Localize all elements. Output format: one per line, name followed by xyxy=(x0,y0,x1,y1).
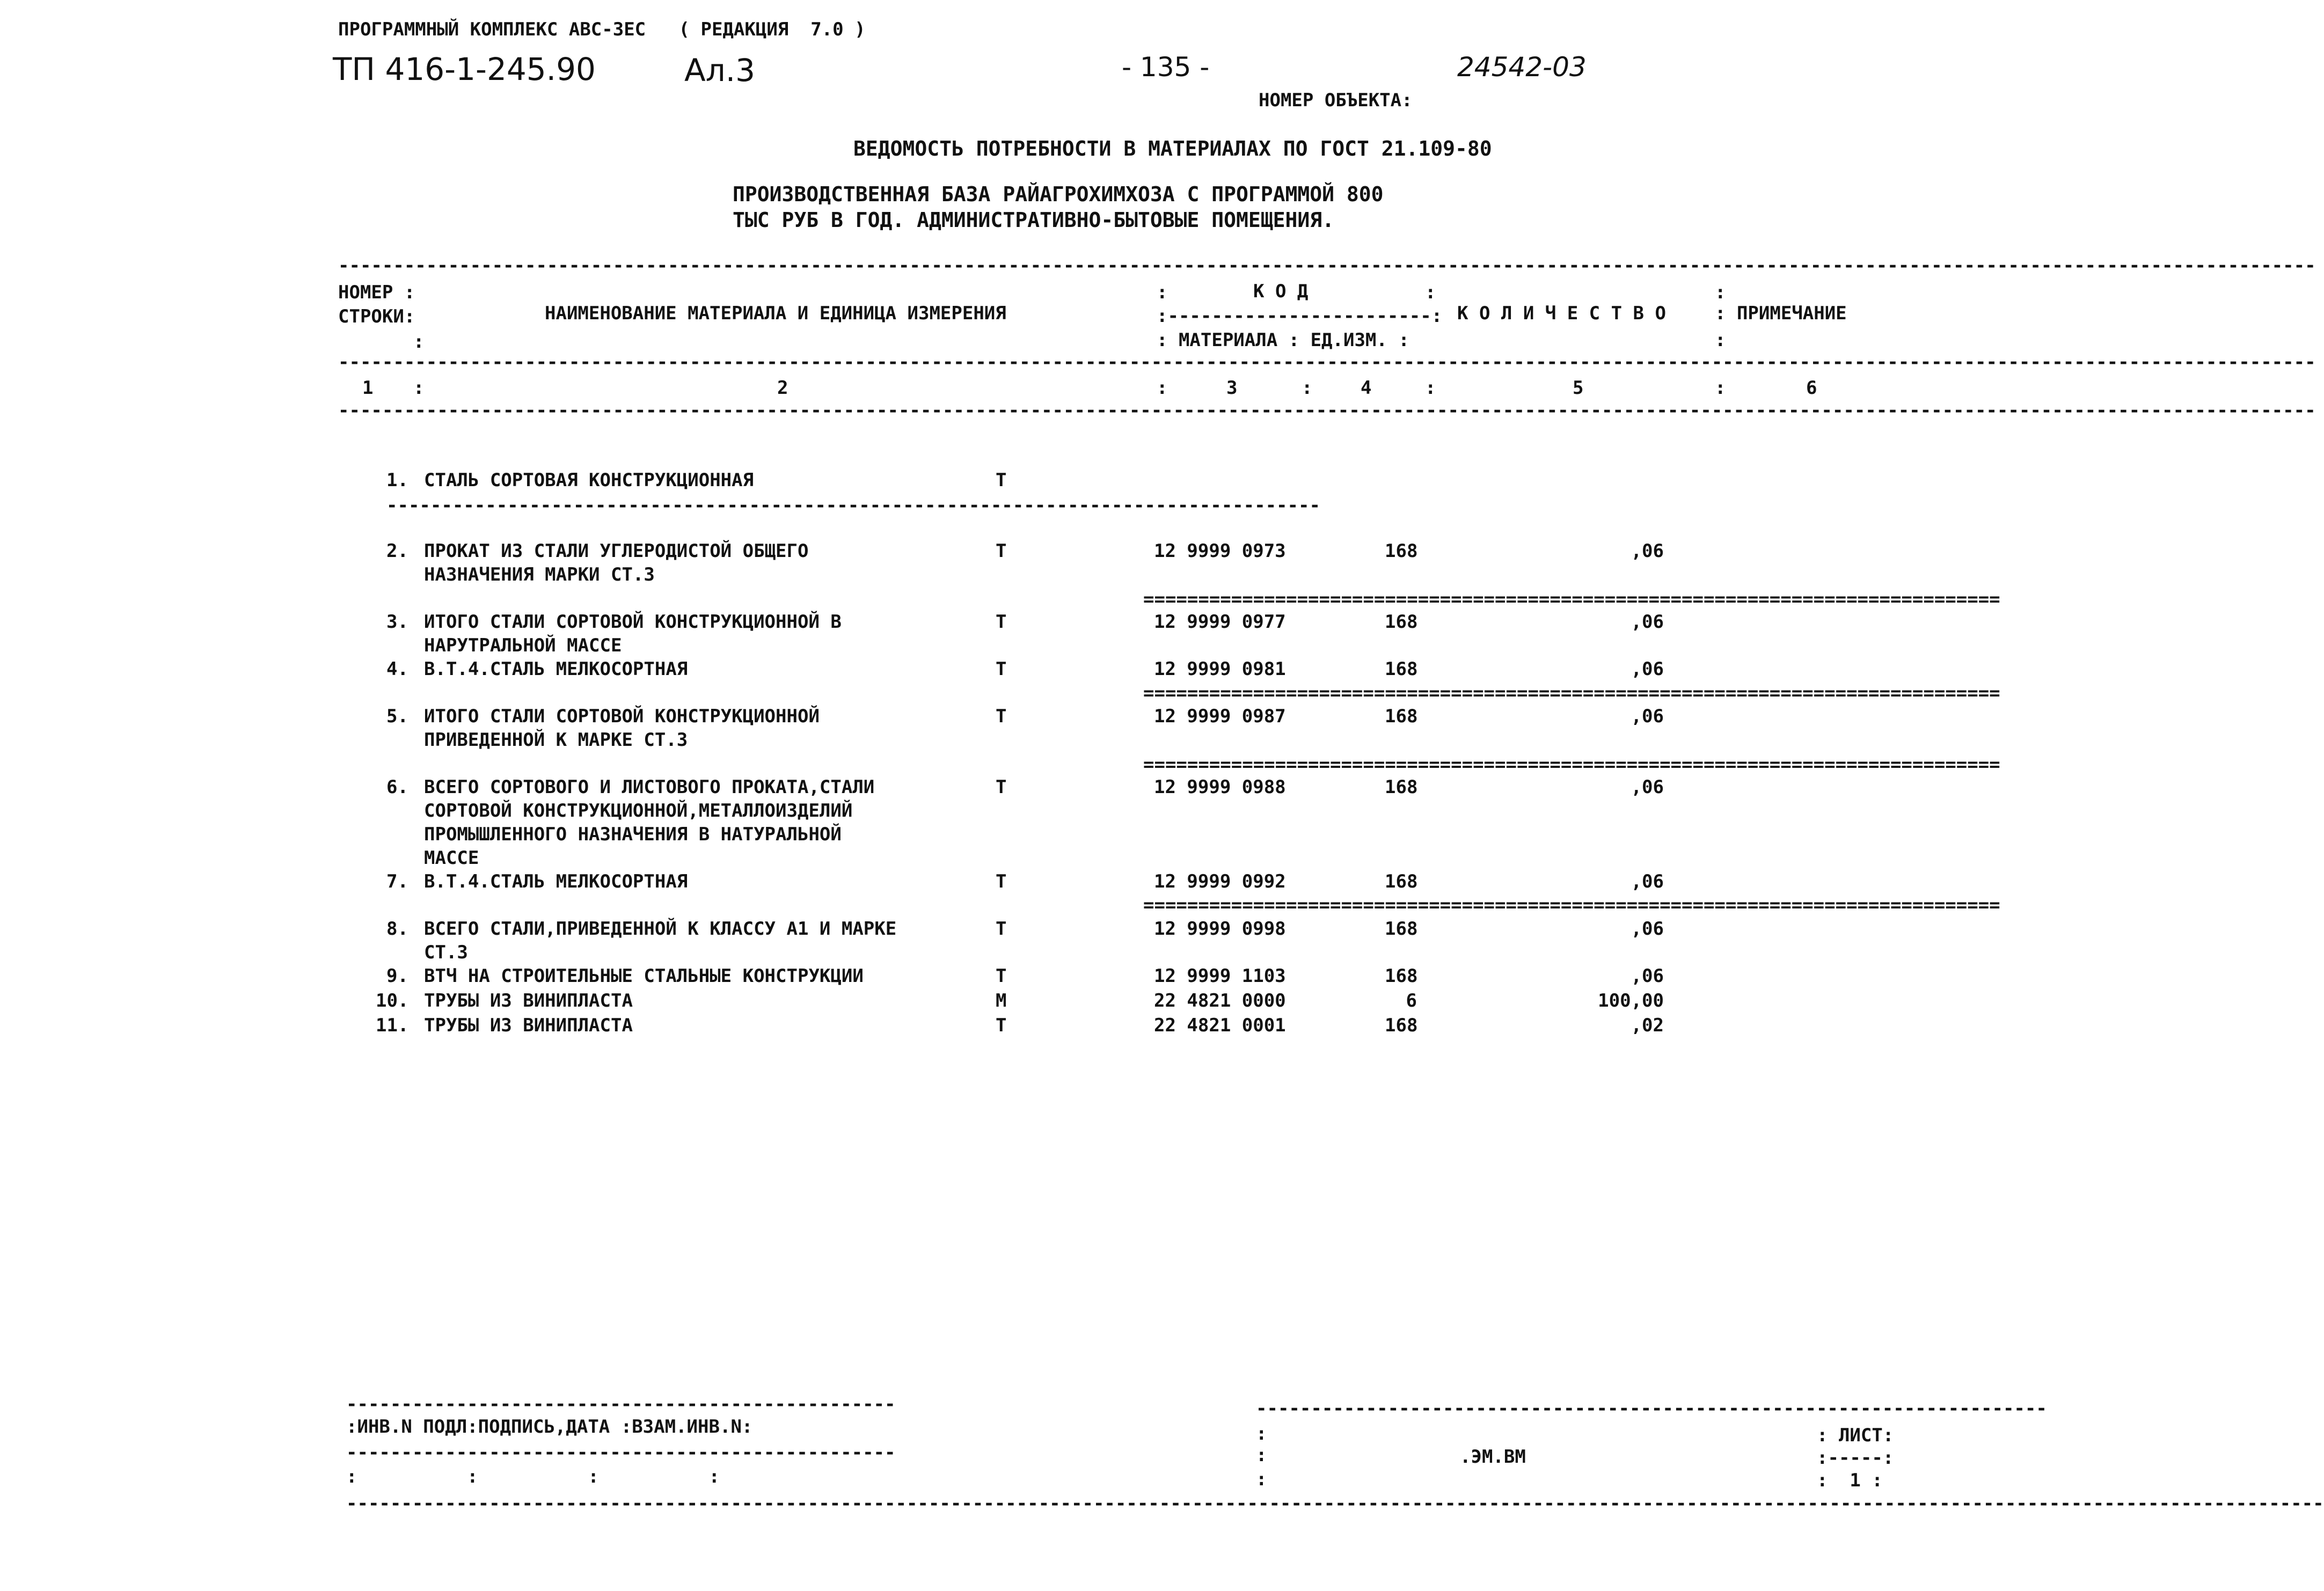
material-code: 22 4821 0000 xyxy=(1154,990,1286,1011)
column-numbers-rule: ------------------------------------------------------------------------------------------------------------------------------------------------------------------------------------ xyxy=(338,400,2316,421)
unit-code: 168 xyxy=(1385,1015,1418,1036)
material-code: 12 9999 0973 xyxy=(1154,540,1286,562)
material-code: 12 9999 1103 xyxy=(1154,965,1286,987)
sheet-separator: :-----: xyxy=(1817,1447,1894,1469)
handwritten-number: 24542-03 xyxy=(1457,52,1587,83)
material-name-line: ВТЧ НА СТРОИТЕЛЬНЫЕ СТАЛЬНЫЕ КОНСТРУКЦИИ xyxy=(424,965,864,987)
stamp-center-code: .ЭМ.ВМ xyxy=(1460,1446,1526,1468)
stamp-bottom-rule: ------------------------------------------------------------------------------------------------------------------------------------------------------------------------------------ xyxy=(346,1493,2324,1514)
material-name-line: ИТОГО СТАЛИ СОРТОВОЙ КОНСТРУКЦИОННОЙ xyxy=(424,706,820,727)
unit-code: 168 xyxy=(1385,965,1418,987)
material-name-line: МАССЕ xyxy=(424,847,479,869)
header-code: К О Д xyxy=(1253,281,1309,302)
header-code-colon-b: : xyxy=(1425,282,1436,303)
column-number-6: 6 xyxy=(1806,377,1817,399)
row-number: 3. xyxy=(386,611,408,633)
unit-code: 168 xyxy=(1385,611,1418,633)
object-number-label: НОМЕР ОБЪЕКТА: xyxy=(1259,90,1413,111)
column-sep: : xyxy=(1715,377,1726,399)
material-code: 12 9999 0977 xyxy=(1154,611,1286,633)
material-code: 22 4821 0001 xyxy=(1154,1015,1286,1036)
material-name-line: ПРОМЫШЛЕННОГО НАЗНАЧЕНИЯ В НАТУРАЛЬНОЙ xyxy=(424,824,842,845)
column-number-5: 5 xyxy=(1573,377,1584,399)
sheet-label: : ЛИСТ: xyxy=(1817,1425,1894,1446)
unit-code: 168 xyxy=(1385,658,1418,680)
unit-of-measure: Т xyxy=(996,706,1007,727)
unit-code: 168 xyxy=(1385,871,1418,892)
unit-code: 168 xyxy=(1385,918,1418,940)
header-quantity: К О Л И Ч Е С Т В О xyxy=(1457,303,1666,324)
quantity-value: ,06 xyxy=(1631,776,1664,798)
material-name-line: В.Т.4.СТАЛЬ МЕЛКОСОРТНАЯ xyxy=(424,658,688,680)
column-number-4: 4 xyxy=(1361,377,1372,399)
column-sep: : xyxy=(1302,377,1313,399)
material-code: 12 9999 0987 xyxy=(1154,706,1286,727)
row-number: 6. xyxy=(386,776,408,798)
stamp-right-colon: : xyxy=(1256,1423,1267,1445)
column-number-3: 3 xyxy=(1226,377,1238,399)
sheet-number: : 1 : xyxy=(1817,1470,1883,1491)
unit-code: 6 xyxy=(1406,990,1417,1011)
material-code: 12 9999 0981 xyxy=(1154,658,1286,680)
header-note: : ПРИМЕЧАНИЕ xyxy=(1715,303,1847,324)
column-sep: : xyxy=(413,377,425,399)
material-name-line: СТ.3 xyxy=(424,942,468,963)
quantity-value: 100,00 xyxy=(1598,990,1664,1011)
quantity-value: ,06 xyxy=(1631,540,1664,562)
header-code-divider: :------------------------: xyxy=(1157,305,1443,327)
subtotal-separator: ============================================================================== xyxy=(1143,754,2000,775)
header-code-subcolumns: : МАТЕРИАЛА : ЕД.ИЗМ. : xyxy=(1157,329,1409,351)
header-row-no-1: НОМЕР : xyxy=(338,282,415,303)
unit-of-measure: Т xyxy=(996,871,1007,892)
unit-of-measure: Т xyxy=(996,965,1007,987)
stamp-right-colon: : xyxy=(1256,1445,1267,1466)
material-name-line: ТРУБЫ ИЗ ВИНИПЛАСТА xyxy=(424,990,633,1011)
stamp-right-colon: : xyxy=(1256,1469,1267,1490)
unit-code: 168 xyxy=(1385,776,1418,798)
row-number: 8. xyxy=(386,918,408,940)
header-row-no-2: СТРОКИ: xyxy=(338,306,415,327)
quantity-value: ,06 xyxy=(1631,658,1664,680)
header-row-no-3: : xyxy=(413,331,425,353)
quantity-value: ,06 xyxy=(1631,871,1664,892)
section-underline: ------------------------------------------------------------------------------------- xyxy=(386,495,1320,516)
unit-of-measure: Т xyxy=(996,470,1007,491)
stamp-right-top-rule: ------------------------------------------------------------------------ xyxy=(1256,1398,2047,1419)
header-note-colon-b: : xyxy=(1715,329,1726,351)
row-number: 7. xyxy=(386,871,408,892)
quantity-value: ,06 xyxy=(1631,965,1664,987)
material-name-line: В.Т.4.СТАЛЬ МЕЛКОСОРТНАЯ xyxy=(424,871,688,892)
unit-of-measure: Т xyxy=(996,1015,1007,1036)
material-code: 12 9999 0988 xyxy=(1154,776,1286,798)
subtitle-line-2: ТЫС РУБ В ГОД. АДМИНИСТРАТИВНО-БЫТОВЫЕ ПОМЕЩЕНИЯ. xyxy=(733,208,1335,232)
stamp-left-cells: : : : : xyxy=(346,1466,720,1487)
subtotal-separator: ============================================================================== xyxy=(1143,589,2000,610)
column-sep: : xyxy=(1157,377,1168,399)
material-name-line: ТРУБЫ ИЗ ВИНИПЛАСТА xyxy=(424,1015,633,1036)
program-header: ПРОГРАММНЫЙ КОМПЛЕКС АВС-ЗЕС ( РЕДАКЦИЯ 7.0 ) xyxy=(338,19,866,40)
row-number: 5. xyxy=(386,706,408,727)
material-name-line: ВСЕГО СТАЛИ,ПРИВЕДЕННОЙ К КЛАССУ А1 И МАРКЕ xyxy=(424,918,897,940)
row-number: 11. xyxy=(376,1015,409,1036)
row-number: 2. xyxy=(386,540,408,562)
material-code: 12 9999 0992 xyxy=(1154,871,1286,892)
quantity-value: ,06 xyxy=(1631,706,1664,727)
header-code-colon-a: : xyxy=(1157,282,1168,303)
column-number-2: 2 xyxy=(777,377,788,399)
page-number: - 135 - xyxy=(1122,52,1210,83)
unit-of-measure: Т xyxy=(996,611,1007,633)
row-number: 1. xyxy=(386,470,408,491)
stamp-left-top-rule: -------------------------------------------------- xyxy=(346,1394,896,1415)
stamp-left-mid-rule: -------------------------------------------------- xyxy=(346,1442,896,1463)
header-note-colon-a: : xyxy=(1715,282,1726,303)
unit-of-measure: М xyxy=(996,990,1007,1011)
quantity-value: ,06 xyxy=(1631,611,1664,633)
material-name-line: СТАЛЬ СОРТОВАЯ КОНСТРУКЦИОННАЯ xyxy=(424,470,754,491)
material-name-line: ПРОКАТ ИЗ СТАЛИ УГЛЕРОДИСТОЙ ОБЩЕГО xyxy=(424,540,809,562)
material-name-line: СОРТОВОЙ КОНСТРУКЦИОННОЙ,МЕТАЛЛОИЗДЕЛИЙ xyxy=(424,800,853,822)
header-bottom-rule: ------------------------------------------------------------------------------------------------------------------------------------------------------------------------------------ xyxy=(338,351,2316,373)
document-title: ВЕДОМОСТЬ ПОТРЕБНОСТИ В МАТЕРИАЛАХ ПО ГОСТ 21.109-80 xyxy=(853,137,1492,160)
unit-of-measure: Т xyxy=(996,540,1007,562)
column-number-1: 1 xyxy=(362,377,374,399)
quantity-value: ,06 xyxy=(1631,918,1664,940)
subtitle-line-1: ПРОИЗВОДСТВЕННАЯ БАЗА РАЙАГРОХИМХОЗА С ПРОГРАММОЙ 800 xyxy=(733,182,1384,206)
material-name-line: ВСЕГО СОРТОВОГО И ЛИСТОВОГО ПРОКАТА,СТАЛИ xyxy=(424,776,875,798)
subtotal-separator: ============================================================================== xyxy=(1143,683,2000,704)
unit-of-measure: Т xyxy=(996,658,1007,680)
unit-code: 168 xyxy=(1385,706,1418,727)
material-name-line: ИТОГО СТАЛИ СОРТОВОЙ КОНСТРУКЦИОННОЙ В xyxy=(424,611,842,633)
material-name-line: НАРУТРАЛЬНОЙ МАССЕ xyxy=(424,635,622,656)
material-name-line: ПРИВЕДЕННОЙ К МАРКЕ СТ.3 xyxy=(424,729,688,751)
quantity-value: ,02 xyxy=(1631,1015,1664,1036)
album-label: Ал.3 xyxy=(684,52,756,89)
unit-code: 168 xyxy=(1385,540,1418,562)
row-number: 4. xyxy=(386,658,408,680)
document-code: ТП 416-1-245.90 xyxy=(333,51,596,87)
subtotal-separator: ============================================================================== xyxy=(1143,895,2000,916)
material-name-line: НАЗНАЧЕНИЯ МАРКИ СТ.3 xyxy=(424,564,655,585)
column-sep: : xyxy=(1425,377,1436,399)
header-material-name: НАИМЕНОВАНИЕ МАТЕРИАЛА И ЕДИНИЦА ИЗМЕРЕНИЯ xyxy=(545,303,1006,324)
stamp-left-header: :ИНВ.N ПОДЛ:ПОДПИСЬ,ДАТА :ВЗАМ.ИНВ.N: xyxy=(346,1416,753,1438)
row-number: 9. xyxy=(386,965,408,987)
table-top-rule: ------------------------------------------------------------------------------------------------------------------------------------------------------------------------------------ xyxy=(338,255,2316,276)
material-code: 12 9999 0998 xyxy=(1154,918,1286,940)
row-number: 10. xyxy=(376,990,409,1011)
unit-of-measure: Т xyxy=(996,918,1007,940)
unit-of-measure: Т xyxy=(996,776,1007,798)
